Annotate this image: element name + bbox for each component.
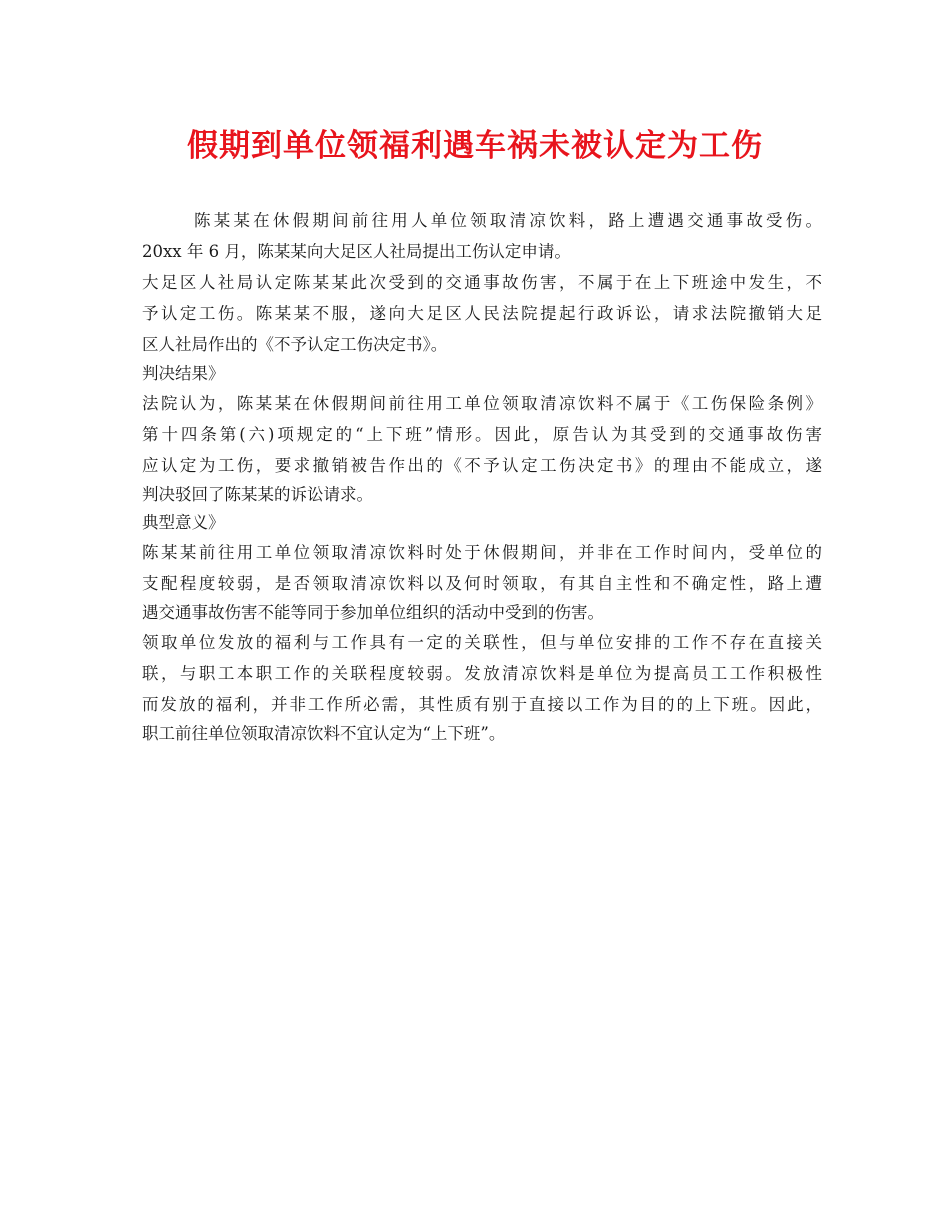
paragraph-line: 遇交通事故伤害不能等同于参加单位组织的活动中受到的伤害。 xyxy=(142,603,604,622)
paragraph-line: 大足区人社局认定陈某某此次受到的交通事故伤害，不属于在上下班途中发生，不 xyxy=(142,273,822,292)
paragraph-line: 区人社局作出的《不予认定工伤决定书》。 xyxy=(142,335,448,354)
paragraph-line: 陈某某在休假期间前往用人单位领取清凉饮料，路上遭遇交通事故受伤。 xyxy=(194,211,822,230)
paragraph-line: 法院认为，陈某某在休假期间前往用工单位领取清凉饮料不属于《工伤保险条例》 xyxy=(142,394,822,413)
document-body xyxy=(142,205,822,748)
paragraph-line: 予认定工伤。陈某某不服，遂向大足区人民法院提起行政诉讼，请求法院撤销大足 xyxy=(142,304,822,323)
paragraph-line: 职工前往单位领取清凉饮料不宜认定为“上下班”。 xyxy=(142,724,506,743)
paragraph-line: 陈某某前往用工单位领取清凉饮料时处于休假期间，并非在工作时间内，受单位的 xyxy=(142,543,822,562)
paragraph-line: 第十四条第(六)项规定的“上下班”情形。因此，原告认为其受到的交通事故伤害 xyxy=(142,425,822,444)
paragraph-line: 判决驳回了陈某某的诉讼请求。 xyxy=(142,485,373,504)
document-title: 假期到单位领福利遇车祸未被认定为工伤 xyxy=(187,128,763,164)
paragraph-line: 而发放的福利，并非工作所必需，其性质有别于直接以工作为目的的上下班。因此， xyxy=(142,695,822,714)
paragraph-line: 应认定为工伤，要求撤销被告作出的《不予认定工伤决定书》的理由不能成立，遂 xyxy=(142,456,822,475)
section-heading: 判决结果》 xyxy=(142,364,225,383)
paragraph-line: 支配程度较弱，是否领取清凉饮料以及何时领取，有其自主性和不确定性，路上遭 xyxy=(142,574,822,593)
paragraph-line: 20xx 年 6 月，陈某某向大足区人社局提出工伤认定申请。 xyxy=(142,242,571,261)
paragraph-line: 领取单位发放的福利与工作具有一定的关联性，但与单位安排的工作不存在直接关 xyxy=(142,633,822,652)
section-heading: 典型意义》 xyxy=(142,513,225,532)
paragraph-line: 联，与职工本职工作的关联程度较弱。发放清凉饮料是单位为提高员工工作积极性 xyxy=(142,664,822,683)
